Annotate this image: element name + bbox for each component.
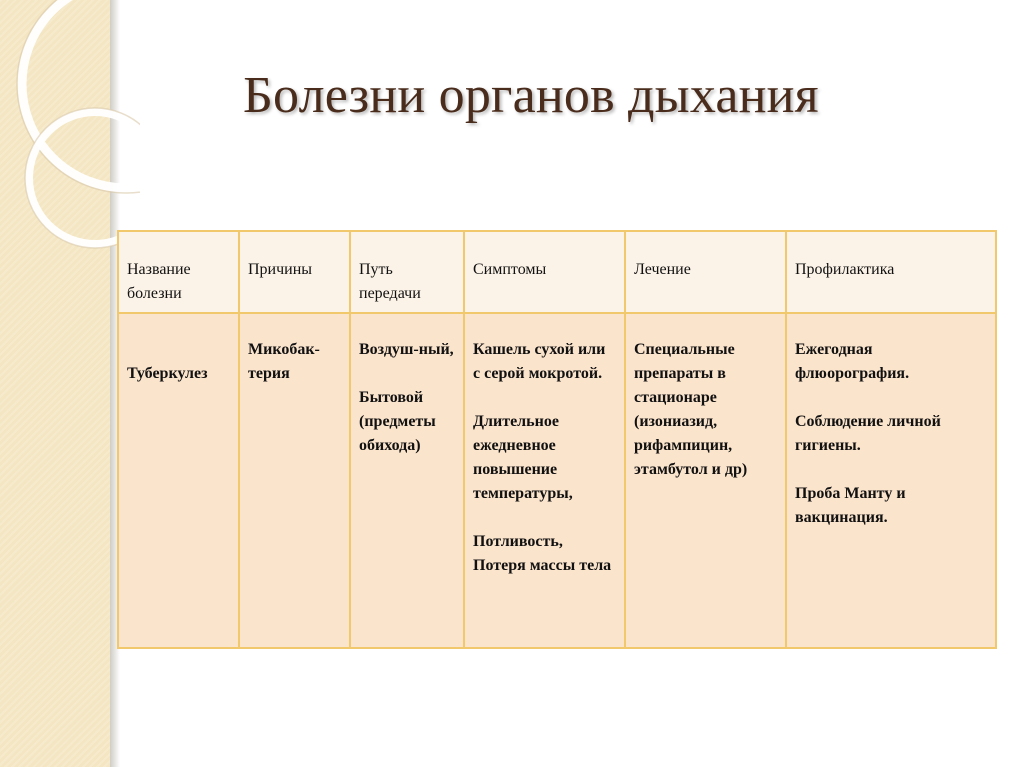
cell-transmission xyxy=(350,313,464,648)
header-causes: Причины xyxy=(239,231,350,313)
header-symptoms: Симптомы xyxy=(464,231,625,313)
symptom-cough: Кашель сухой или с серой мокротой. xyxy=(473,341,606,382)
decorative-ring-large xyxy=(22,0,140,188)
diseases-table xyxy=(117,230,997,649)
slide-title: Болезни органов дыхания xyxy=(243,67,819,124)
transmission-airborne: Воздуш-ный, xyxy=(359,341,454,358)
cell-symptoms xyxy=(464,313,625,648)
symptom-fever: Длительное ежедневное повышение температуры, xyxy=(473,413,573,502)
header-transmission: Путь передачи xyxy=(350,231,464,313)
table-row xyxy=(118,313,996,648)
cell-disease: Туберкулез xyxy=(118,313,239,648)
transmission-household: Бытовой (предметы обихода) xyxy=(359,389,436,454)
cell-prevention xyxy=(786,313,996,648)
table-header-row xyxy=(118,231,996,313)
decorative-rings xyxy=(0,0,140,260)
cell-treatment: Специальные препараты в стационаре (изониазид, рифампицин, этамбутол и др) xyxy=(625,313,786,648)
symptom-sweating: Потливость, Потеря массы тела xyxy=(473,533,612,574)
cell-causes: Микобак-терия xyxy=(239,313,350,648)
header-disease-name: Название болезни xyxy=(118,231,239,313)
header-treatment: Лечение xyxy=(625,231,786,313)
prevention-hygiene: Соблюдение личной гигиены. xyxy=(795,413,941,454)
prevention-mantoux: Проба Манту и вакцинация. xyxy=(795,485,906,526)
header-prevention: Профилактика xyxy=(786,231,996,313)
prevention-fluorography: Ежегодная флюорография. xyxy=(795,341,910,382)
